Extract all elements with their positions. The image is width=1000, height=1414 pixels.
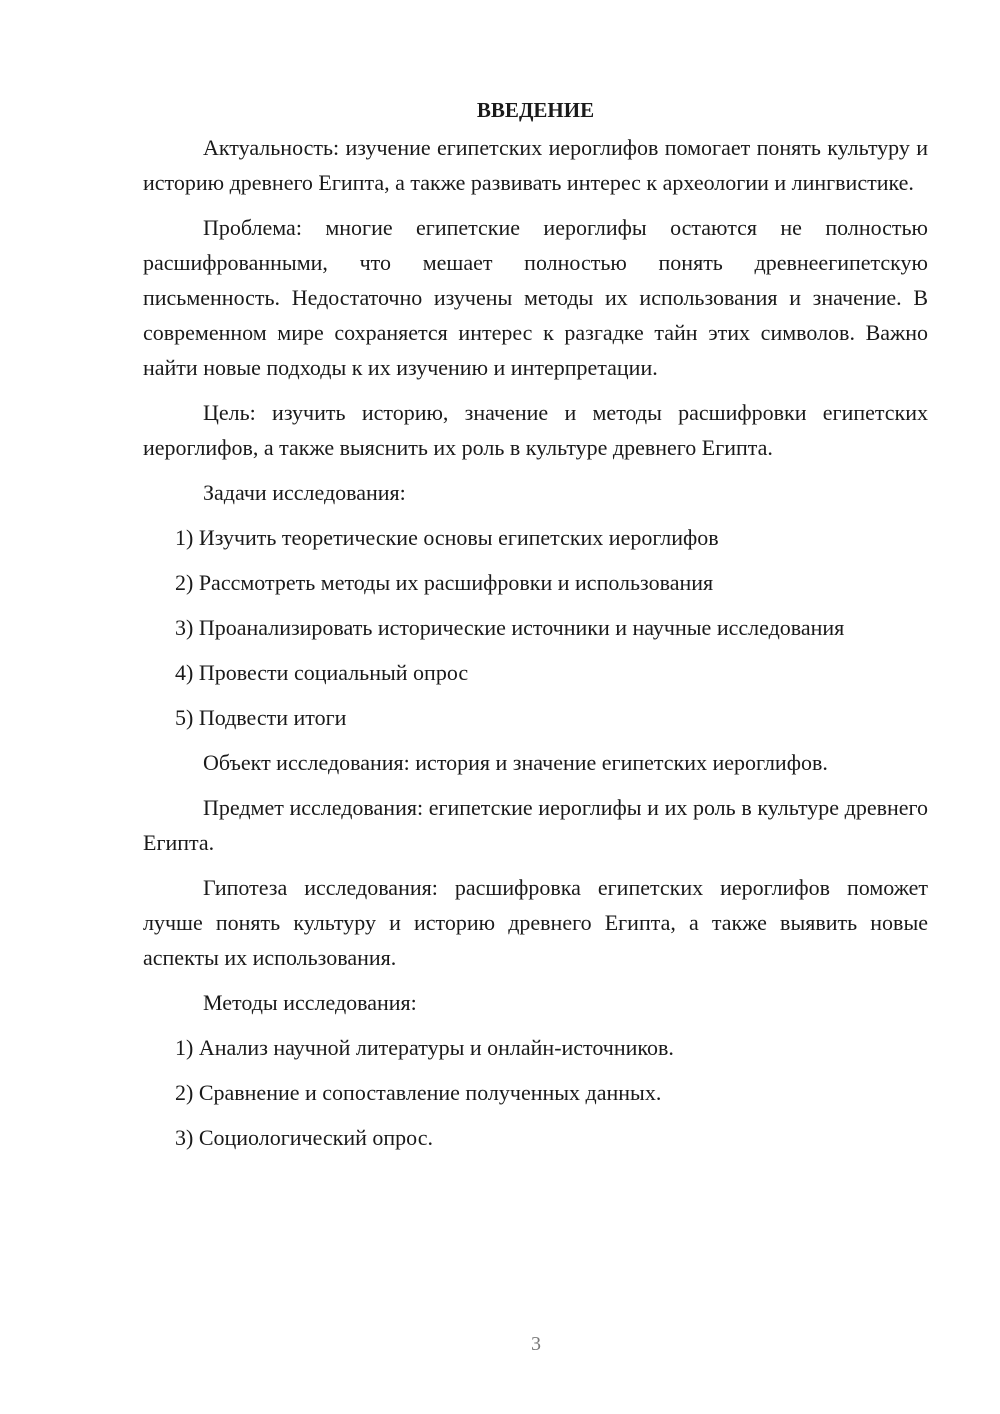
hypothesis-paragraph: Гипотеза исследования: расшифровка египетских иероглифов поможет лучше понять культуру и историю древнего Египта, а также выявить новые аспекты их использования. bbox=[143, 875, 928, 970]
object-paragraph: Объект исследования: история и значение египетских иероглифов. bbox=[203, 750, 828, 775]
task-item-2: 2) Рассмотреть методы их расшифровки и использования bbox=[175, 570, 714, 595]
goal-paragraph: Цель: изучить историю, значение и методы расшифровки египетских иероглифов, а также выяснить их роль в культуре древнего Египта. bbox=[143, 400, 928, 460]
method-item-2: 2) Сравнение и сопоставление полученных данных. bbox=[175, 1080, 662, 1105]
relevance-paragraph: Актуальность: изучение египетских иероглифов помогает понять культуру и историю древнего Египта, а также развивать интерес к археологии и лингвистике. bbox=[143, 135, 928, 195]
task-item-3: 3) Проанализировать исторические источники и научные исследования bbox=[175, 615, 845, 640]
problem-paragraph: Проблема: многие египетские иероглифы остаются не полностью расшифрованными, что мешает полностью понять древнеегипетскую письменность. Недостаточно изучены методы их использования и значение. В современном мире сохраняется интерес к разгадке тайн этих символов. Важно найти новые подходы к их изучению и интерпретации. bbox=[143, 215, 928, 380]
methods-heading: Методы исследования: bbox=[203, 990, 417, 1015]
tasks-heading: Задачи исследования: bbox=[203, 480, 406, 505]
task-item-4: 4) Провести социальный опрос bbox=[175, 660, 469, 685]
page-content bbox=[143, 93, 928, 1165]
task-item-1: 1) Изучить теоретические основы египетских иероглифов bbox=[175, 525, 719, 550]
method-item-1: 1) Анализ научной литературы и онлайн-источников. bbox=[175, 1035, 674, 1060]
subject-paragraph: Предмет исследования: египетские иероглифы и их роль в культуре древнего Египта. bbox=[143, 795, 928, 855]
section-heading: ВВЕДЕНИЕ bbox=[476, 98, 595, 122]
method-item-3: 3) Социологический опрос. bbox=[175, 1125, 433, 1150]
page-number: 3 bbox=[531, 1333, 541, 1355]
task-item-5: 5) Подвести итоги bbox=[175, 705, 347, 730]
